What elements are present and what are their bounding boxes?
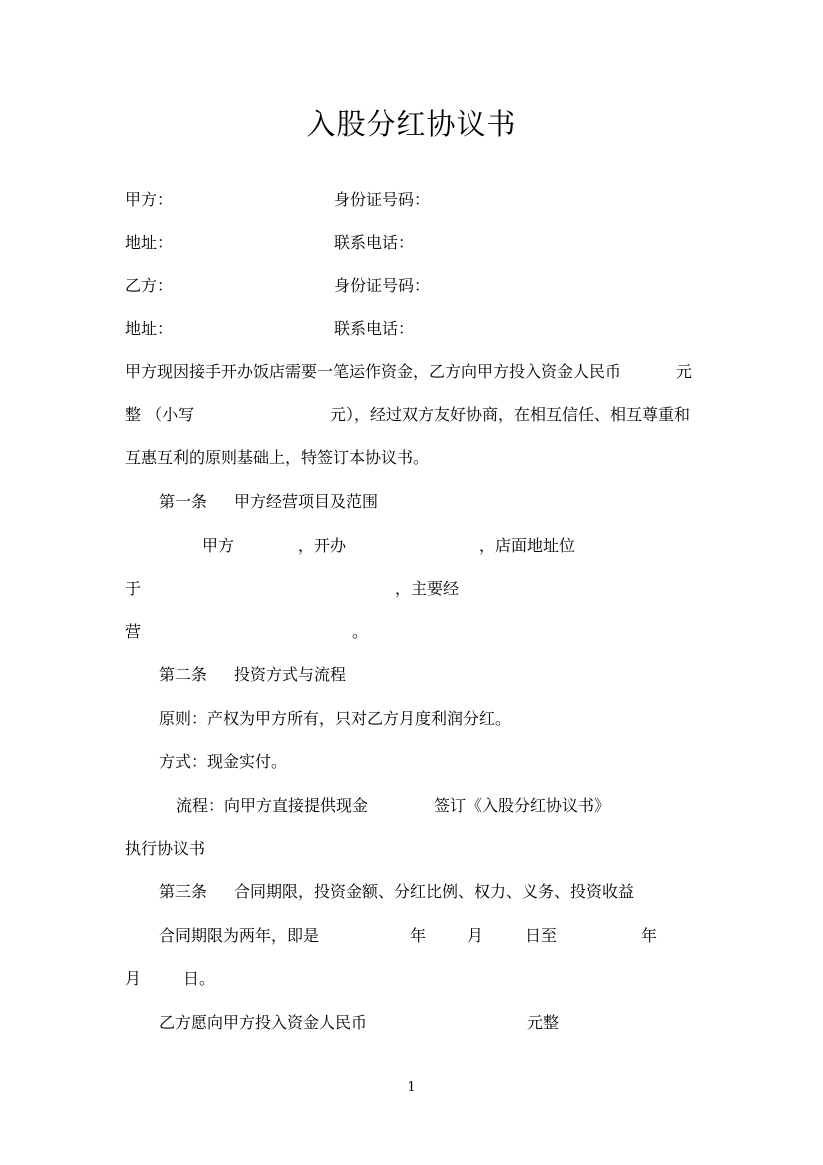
article-3-title: 合同期限，投资金额、分红比例、权力、义务、投资收益 <box>234 882 635 901</box>
article-3-number: 第三条 <box>159 882 208 901</box>
article-3-term-year-2: 年 <box>641 926 658 945</box>
party-a-id-label: 身份证号码： <box>334 190 431 209</box>
article-2-method: 方式：现金实付。 <box>159 752 288 771</box>
party-b-label: 乙方： <box>125 276 174 295</box>
article-1-open: ，开办 <box>298 536 347 555</box>
article-3-term-day-1: 日至 <box>525 926 558 945</box>
article-3-investment: 乙方愿向甲方投入资金人民币 <box>159 1013 368 1032</box>
party-b-address-label: 地址： <box>125 319 174 338</box>
intro-line-1: 甲方现因接手开办饭店需要一笔运作资金，乙方向甲方投入资金人民币 <box>125 362 622 381</box>
article-1-located: 于 <box>125 579 142 598</box>
article-2-flow-execute: 执行协议书 <box>125 839 206 858</box>
intro-line-2-start: 整 （小写 <box>125 405 195 424</box>
article-1-party: 甲方 <box>202 536 235 555</box>
article-3-term-month-1: 月 <box>467 926 484 945</box>
article-1-title: 甲方经营项目及范围 <box>234 492 379 511</box>
article-1-number: 第一条 <box>159 492 208 511</box>
article-3-investment-unit: 元整 <box>527 1013 560 1032</box>
article-1-business: 营 <box>125 622 142 641</box>
party-a-address-label: 地址： <box>125 233 174 252</box>
article-2-principle: 原则：产权为甲方所有，只对乙方月度利润分红。 <box>159 709 512 728</box>
document-title: 入股分红协议书 <box>306 107 517 141</box>
article-2-number: 第二条 <box>159 665 208 684</box>
article-2-flow-start: 流程：向甲方直接提供现金 <box>176 796 369 815</box>
article-1-address: ，店面地址位 <box>479 536 576 555</box>
party-a-label: 甲方： <box>125 190 174 209</box>
article-3-term: 合同期限为两年，即是 <box>159 926 320 945</box>
article-2-title: 投资方式与流程 <box>234 665 347 684</box>
article-1-period: 。 <box>352 622 369 641</box>
article-2-flow-sign: 签订《入股分红协议书》 <box>434 796 611 815</box>
article-3-term-year-1: 年 <box>410 926 427 945</box>
intro-line-2-end: 元），经过双方友好协商，在相互信任、相互尊重和 <box>330 405 691 424</box>
page-number: 1 <box>407 1080 416 1095</box>
article-3-term-day-2: 日。 <box>183 969 216 988</box>
party-a-phone-label: 联系电话： <box>334 233 415 252</box>
party-b-phone-label: 联系电话： <box>334 319 415 338</box>
article-3-term-month-2: 月 <box>125 969 142 988</box>
article-1-main: ，主要经 <box>395 579 460 598</box>
intro-line-1-end: 元 <box>676 362 693 381</box>
party-b-id-label: 身份证号码： <box>334 276 431 295</box>
intro-line-3: 互惠互利的原则基础上，特签订本协议书。 <box>125 448 430 467</box>
